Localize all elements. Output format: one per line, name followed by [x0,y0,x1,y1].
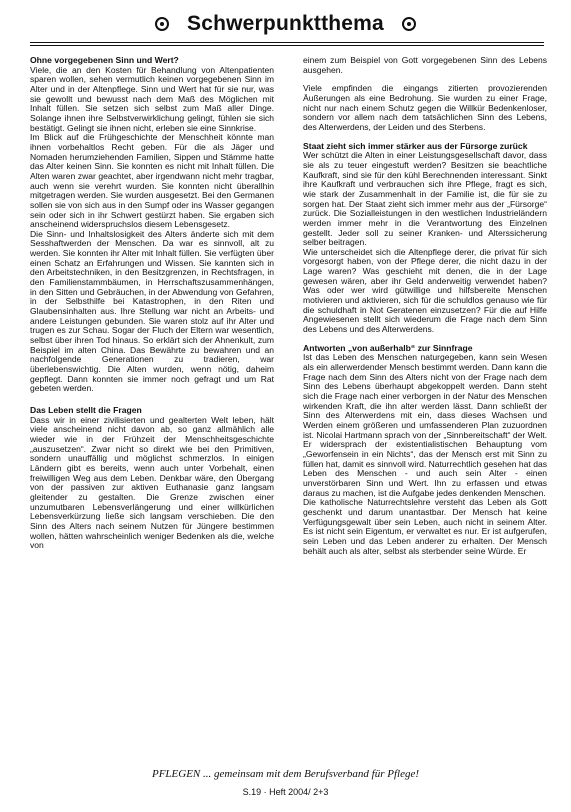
paragraph: Ist das Leben des Menschen naturgegeben, kann sein Wesen als ein allerwerdender Mensch bestimmt werden. Dann kann die Frage nach dem Sinn des Alters nicht von der Frage nach dem Sinn des Lebens überhaupt abgekoppelt werden. Dann steht sich die Frage nach einer verborgen in der Natur des Menschen wirkenden Kraft, die ihn alter werden lässt. Dann schließt der Sinn des Alterwerdens mit ein, dass dieses Wachsen und Werden einem größeren und umfassenderen Plan zuzuordnen ist. Nicolai Hartmann sprach von der „Sinnbereitschaft“ der Welt. Er widersprach der existentialistischen Behauptung vom „Geworfensein in ein Nichts“, das der Mensch erst mit Sinn zu füllen hat, damit es sinnvoll wird. Naturrechtlich gesehen hat das Leben des Menschen - und auch sein Alter - einen unverstörbaren Sinn und Wert. Ihn zu erfassen und etwas daraus zu machen, ist die Aufgabe jedes denkenden Menschen. [303,352,547,498]
page-title: Schwerpunktthema [187,12,384,35]
right-column [303,56,547,556]
page-number: S.19 · Heft 2004/ 2+3 [242,787,329,797]
paragraph: Viele empfinden die eingangs zitierten provozierenden Äußerungen als eine Bedrohung. Sie wurden zu einer Frage, nicht nur nach einem Schutz gegen die Willkür Bedenkenloser, sondern vor allem nach dem tatsächlichen Sinn des Lebens, des Alterwerdens, der Leiden und des Sterbens. [303,83,547,132]
section-heading: Staat zieht sich immer stärker aus der Fürsorge zurück [303,140,528,151]
header-rule-top [30,42,544,43]
section-heading: Antworten „von außerhalb“ zur Sinnfrage [303,342,473,353]
paragraph: Viele, die an den Kosten für Behandlung von Altenpatienten sparen wollen, sehen vermutlich keinen vorgegebenen Sinn im Alter und in der Altenpflege. Sinn und Wert hat für sie nur, was sie gewollt und bewusst nach dem Maß des Möglichen mit Inhalt füllen. Sie setzen sich selbst zum Maß aller Dinge. Solange ihnen ihre Selbstverwirklichung gelingt, fühlen sie sich bestätigt. Gelingt sie ihnen nicht, erleben sie eine Sinnkrise. [30,64,274,133]
paragraph: Dass wir in einer zivilisierten und gealterten Welt leben, hält viele anscheinend nicht davon ab, so ganz allmählich alle wieder wie in der Frühzeit der Menschheitsgeschichte „auszusetzen“. Zwar nicht so direkt wie bei den Primitiven, sondern unauffällig und möglichst schmerzlos. In einigen Ländern gibt es bereits, wenn auch unter Vorbehalt, einen freiwilligen Weg aus dem Leben. Denkbar wäre, den Übergang von der passiven zur aktiven Euthanasie ganz langsam gleitender zu gestalten. Die Grenze zwischen einer unzumutbaren Lebensverlängerung und einer willkürlichen Lebensverkürzung ließe sich langsam verschieben. Die den Sinn des Alters nach seinem Nutzen für Jüngere bestimmen wollen, hätten wahrscheinlich weniger Bedenken als die, welche von [30,414,274,551]
left-column [30,56,274,551]
paragraph: Die Sinn- und Inhaltslosigkeit des Alters änderte sich mit dem Sesshaftwerden der Menschen. Da war es sinnvoll, alt zu werden. Sie konnten ihr Alter mit Inhalt füllen. Sie verfügten über einen Schatz an Erfahrungen und Wissen. Sie kannten sich in den Arbeitstechniken, in den Besitzgrenzen, in Rechtsfragen, in den Familienstammbäumen, in Herrschaftszusammenhängen, in den Sitten und Gebräuchen, in der Abwendung von Gefahren, in der Selbsthilfe bei Katastrophen, in den Riten und Glaubensinhalten aus. Ihre Stellung war nicht an Arbeits- und andere Leistungen gebunden. Sie waren stolz auf ihr Alter und trugen es zur Schau. Sogar der Fluch der Eltern war wesentlich, selbst über ihren Tod hinaus. So erklärt sich der Ahnenkult, zum Beispiel im alten China. Das Bewährte zu bewahren und an nachfolgende Generationen zu tradieren, war überlebenswichtig. Die Alten wurden, wenn nötig, daheim gepflegt. Dann konnten sie immer noch gefragt und um Rat gebeten werden. [30,228,274,394]
paragraph: Die katholische Naturrechtslehre versteht das Leben als Gott geschenkt und darum unantastbar. Der Mensch hat keine Verfügungsgewalt über sein Leben, auch nicht in seinem Alter. Es ist nicht sein Eigentum, er verwaltet es nur. Er ist aufgerufen, sein Leben und das Leben anderer zu erhalten. Der Mensch behält auch als alter, selbst als sterbender seine Würde. Er [303,497,547,556]
paragraph: Wer schützt die Alten in einer Leistungsgesellschaft davor, dass sie als zu teuer eingestuft werden? Besitzen sie beachtliche Kaufkraft, sind sie für den kühl Berechnenden interessant. Sinkt ihre Kaufkraft und verbrauchen sich ihre Pflege, fragt es sich, wie stark der Zusammenhalt in der Familie ist, die für sie zu sorgen hat. Der Staat zieht sich immer mehr aus der „Fürsorge“ zurück. Die Sozialleistungen in den westlichen Industrieländern werden immer mehr in die Verantwortung des Einzelnen gestellt. Jeder soll zu seiner Kranken- und Alterssicherung selber beitragen. [303,150,547,248]
target-symbol-icon [402,17,416,31]
header-rule-bottom [30,45,544,46]
paragraph: einem zum Beispiel von Gott vorgegebenen Sinn des Lebens ausgehen. [303,55,547,75]
paragraph: Im Blick auf die Frühgeschichte der Menschheit könnte man ihnen vorbehaltlos Recht geben. Für die als Jäger und Nomaden herumziehenden Familien, Sippen und Stämme hatte das Alter keinen Sinn. Sie konnten es nicht mit Inhalt füllen. Die Alten waren zwar geachtet, aber irgendwann nicht mehr tragbar, auch wenn sie verehrt wurden. Sie konnten nicht überallhin mitgetragen werden. Sie wurden ausgesetzt. Bei den Germanen sollen sie von sich aus in den Sumpf oder ins Wasser gegangen sein oder sich in ihr Schwert gestürzt haben. Sie ergaben sich anscheinend widerspruchslos diesem Lebensgesetz. [30,132,274,230]
target-symbol-icon [155,17,169,31]
footer-slogan: PFLEGEN ... gemeinsam mit dem Berufsverband für Pflege! [151,768,419,780]
paragraph: Wie unterscheidet sich die Altenpflege derer, die privat für sich vorgesorgt haben, von der Pflege derer, die nicht dazu in der Lage waren? Was geschieht mit denen, die in der Lage gewesen wären, aber ihr Geld anderweitig verwendet haben? Was oder wer wird gütwillige und hilfsbereite Menschen motivieren und aktivieren, sich für die schuldlos genauso wie für die schuldhaft in Not Geratenen einzusetzen? Für die auf Hilfe Angewiesenen stellt sich wiederum die Frage nach dem Sinn des Lebens und des Alterwerdens. [303,246,547,335]
page-header [0,12,571,36]
section-heading: Ohne vorgegebenen Sinn und Wert? [30,55,179,65]
section-heading: Das Leben stellt die Fragen [30,404,142,415]
